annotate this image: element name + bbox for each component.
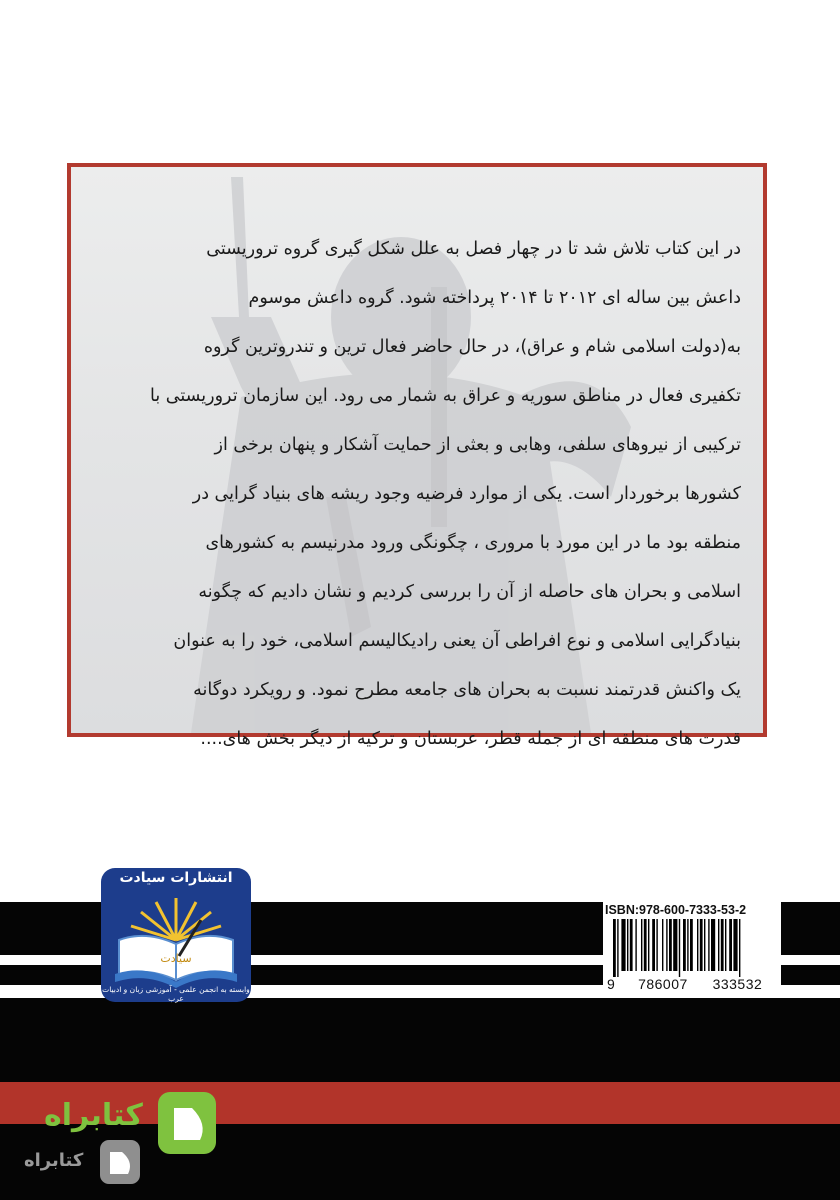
barcode-bar	[679, 919, 680, 977]
barcode-first-digit: 9	[607, 976, 616, 992]
barcode-bars	[603, 919, 781, 977]
barcode-bar	[733, 919, 737, 971]
barcode-number	[607, 976, 777, 992]
barcode-bar	[725, 919, 726, 971]
blurb-line: اسلامی و بحران های حاصله از آن را بررسی کردیم و نشان دادیم که چگونه	[198, 582, 741, 602]
barcode-bar	[683, 919, 686, 971]
barcode-bar	[690, 919, 693, 971]
barcode-bar	[627, 919, 628, 971]
barcode-bar	[687, 919, 688, 971]
barcode-bar	[704, 919, 705, 971]
barcode-bar	[641, 919, 642, 971]
ketabrah-watermark	[8, 1092, 218, 1192]
barcode-bar	[648, 919, 649, 971]
barcode-bar	[669, 919, 672, 971]
barcode-bar	[617, 919, 618, 977]
barcode-right-group: 333532	[712, 976, 763, 992]
publisher-name: انتشارات سیادت	[119, 870, 233, 886]
blurb-line: یک واکنش قدرتمند نسبت به بحران های جامعه مطرح نمود. و رویکرد دوگانه	[193, 680, 741, 700]
publisher-emblem-text: سیادت	[160, 952, 192, 965]
blurb-line: داعش بین ساله ای ۲۰۱۲ تا ۲۰۱۴ پرداخته شود. گروه داعش موسوم	[248, 288, 741, 308]
ketabrah-brand-small: کتابراه	[24, 1150, 84, 1171]
publisher-logo	[101, 868, 251, 1002]
ketabrah-brand-large: کتابراه	[44, 1098, 143, 1133]
barcode-bar	[621, 919, 625, 971]
blurb-frame	[67, 163, 767, 749]
barcode-bar	[613, 919, 616, 977]
barcode-bar	[666, 919, 667, 971]
barcode-bar	[721, 919, 724, 971]
barcode-bar	[711, 919, 715, 971]
barcode-bar	[673, 919, 677, 971]
barcode-left-group: 786007	[638, 976, 688, 992]
blurb-line: در این کتاب تلاش شد تا در چهار فصل به علل شکل گیری گروه تروریستی	[206, 239, 741, 259]
barcode-bar	[729, 919, 732, 971]
blurb-line: به(دولت اسلامی شام و عراق)، در حال حاضر فعال ترین و تندروترین گروه	[203, 337, 741, 357]
barcode-bar	[662, 919, 663, 971]
barcode-bar	[630, 919, 633, 971]
barcode-bar	[656, 919, 657, 971]
barcode-bar	[635, 919, 636, 971]
barcode-bar	[700, 919, 703, 971]
barcode-bar	[697, 919, 698, 971]
blurb-line: تکفیری فعال در مناطق سوریه و عراق به شمار می رود. این سازمان تروریستی با	[150, 386, 741, 406]
back-cover-blurb	[93, 225, 741, 764]
blurb-line: قدرت های منطقه ای از جمله قطر، عربستان و ترکیه از دیگر بخش های....	[200, 729, 741, 749]
blurb-line: بنیادگرایی اسلامی و نوع افراطی آن یعنی رادیکالیسم اسلامی، خود را به عنوان	[173, 631, 741, 651]
open-book-icon	[101, 868, 251, 1002]
barcode-bar	[644, 919, 647, 971]
publisher-subtitle: وابسته به انجمن علمی - آموزشی زبان و ادبیات عرب	[102, 985, 250, 1003]
isbn-barcode	[603, 901, 781, 998]
barcode-bar	[708, 919, 709, 971]
blurb-line: ترکیبی از نیروهای سلفی، وهابی و بعثی از حمایت آشکار و پنهان برخی از	[214, 435, 741, 455]
blurb-line: منطقه بود ما در این مورد با مروری ، چگونگی ورود مدرنیسم به کشورهای	[205, 533, 741, 553]
black-band	[0, 998, 840, 1082]
barcode-bar	[739, 919, 740, 977]
barcode-bar	[652, 919, 655, 971]
barcode-bar	[718, 919, 719, 971]
blurb-line: کشورها برخوردار است. یکی از موارد فرضیه وجود ریشه های بنیاد گرایی در	[192, 484, 741, 504]
isbn-label: ISBN:978-600-7333-53-2	[605, 903, 747, 917]
